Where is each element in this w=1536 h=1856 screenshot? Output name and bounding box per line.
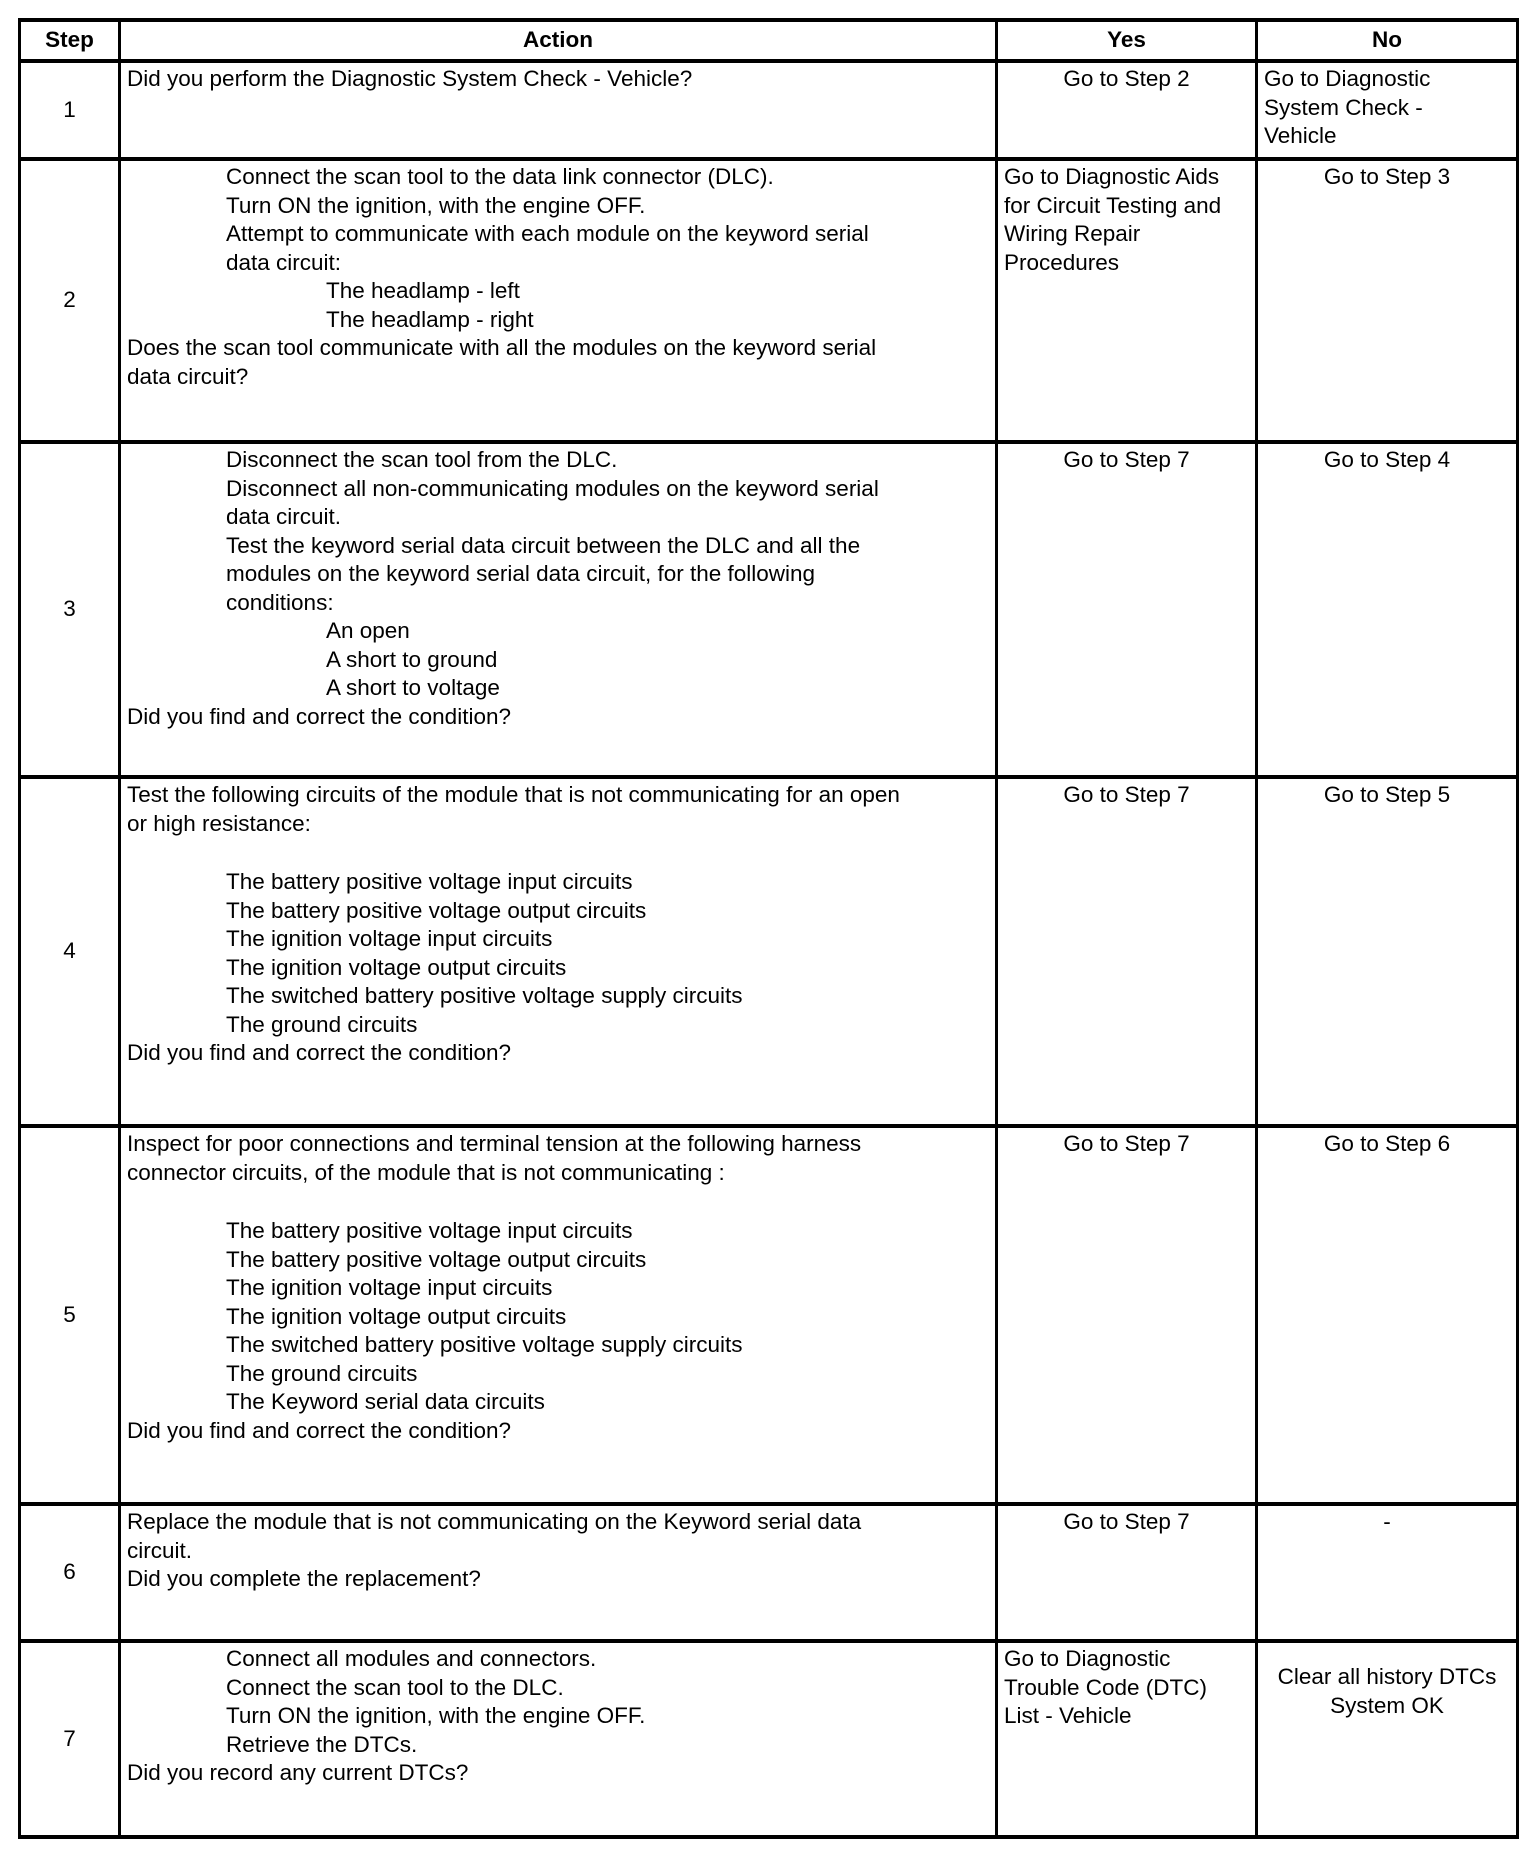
intro: Inspect for poor connections and terminal tension at the following harness (127, 1131, 862, 1156)
no-value: - (1383, 1509, 1391, 1534)
step-number: 6 (20, 1504, 120, 1641)
subitem: A short to ground (326, 646, 498, 672)
subitem: An open (326, 618, 410, 643)
yes-link[interactable]: Go to Step 2 (1063, 66, 1190, 91)
header-yes: Yes (997, 20, 1257, 61)
yes-line: for Circuit Testing and (1004, 192, 1222, 218)
no-link[interactable]: Go to Step 5 (1323, 782, 1451, 807)
header-step: Step (20, 20, 120, 61)
question: Did you complete the replacement? (127, 1566, 481, 1591)
instruction: The ignition voltage input circuits (226, 926, 553, 951)
instruction: The battery positive voltage input circuits (226, 1218, 633, 1243)
instruction: The battery positive voltage output circuits (226, 897, 647, 923)
step-number: 3 (20, 442, 120, 777)
instruction: The ignition voltage output circuits (226, 1303, 567, 1329)
no-link[interactable]: System OK (1330, 1692, 1444, 1718)
instruction: conditions: (226, 589, 334, 615)
intro: Test the following circuits of the module that is not communicating for an open (127, 782, 900, 807)
instruction: The ground circuits (226, 1360, 418, 1386)
yes-line: Procedures (1004, 249, 1120, 275)
instruction: Retrieve the DTCs. (226, 1731, 418, 1757)
intro: Replace the module that is not communicating on the Keyword serial data (127, 1509, 862, 1534)
step-number: 2 (20, 159, 120, 442)
no-action-note: Clear all history DTCs (1277, 1664, 1497, 1689)
intro: circuit. (127, 1537, 193, 1563)
instruction: The Keyword serial data circuits (226, 1389, 545, 1414)
question: Did you perform the Diagnostic System Check - Vehicle? (127, 66, 693, 91)
no-link[interactable]: Go to Step 3 (1323, 164, 1451, 189)
yes-link[interactable]: Go to Step 7 (1063, 447, 1190, 472)
question: Did you record any current DTCs? (127, 1760, 469, 1785)
question: Does the scan tool communicate with all the modules on the keyword serial (127, 335, 877, 360)
yes-link[interactable]: Go to Step 7 (1063, 1131, 1190, 1156)
instruction: data circuit: (226, 249, 342, 275)
question: data circuit? (127, 363, 249, 389)
yes-line: Wiring Repair (1004, 221, 1141, 246)
instruction: Disconnect all non-communicating modules on the keyword serial (226, 475, 879, 501)
header-no: No (1257, 20, 1518, 61)
yes-line: Trouble Code (DTC) (1004, 1674, 1207, 1700)
instruction: Attempt to communicate with each module on the keyword serial (226, 221, 869, 246)
question: Did you find and correct the condition? (127, 703, 511, 729)
instruction: The switched battery positive voltage supply circuits (226, 983, 743, 1008)
yes-link[interactable]: Go to Step 7 (1063, 782, 1190, 807)
table-row (20, 777, 1518, 1126)
instruction: Turn ON the ignition, with the engine OFF. (226, 1703, 646, 1728)
no-link[interactable]: Go to Step 6 (1323, 1131, 1451, 1156)
header-row (20, 20, 1518, 61)
yes-link[interactable] (998, 161, 1255, 279)
yes-line: List - Vehicle (1004, 1703, 1132, 1728)
instruction: modules on the keyword serial data circuit, for the following (226, 561, 816, 586)
table-row (20, 159, 1518, 442)
instruction: data circuit. (226, 504, 342, 529)
instruction: The battery positive voltage output circuits (226, 1246, 647, 1272)
instruction: The ground circuits (226, 1011, 418, 1037)
step-number: 4 (20, 777, 120, 1126)
no-line: Go to Diagnostic (1264, 66, 1431, 91)
yes-line: Go to Diagnostic Aids (1004, 164, 1220, 189)
instruction: The switched battery positive voltage supply circuits (226, 1332, 743, 1357)
intro: or high resistance: (127, 810, 311, 836)
yes-link[interactable] (998, 1643, 1255, 1733)
no-line: System Check - (1264, 94, 1423, 120)
step-number: 5 (20, 1126, 120, 1504)
table-row (20, 1641, 1518, 1837)
instruction: The ignition voltage output circuits (226, 954, 567, 980)
subitem: The headlamp - right (326, 306, 534, 332)
diagnostic-table (18, 18, 1519, 1839)
table-row (20, 442, 1518, 777)
no-link[interactable]: Go to Step 4 (1323, 447, 1451, 472)
yes-link[interactable]: Go to Step 7 (1063, 1509, 1190, 1534)
intro: connector circuits, of the module that is not communicating : (127, 1159, 725, 1185)
table-row (20, 61, 1518, 159)
instruction: Turn ON the ignition, with the engine OFF. (226, 192, 646, 218)
table-row (20, 1126, 1518, 1504)
instruction: The ignition voltage input circuits (226, 1275, 553, 1300)
instruction: Test the keyword serial data circuit between the DLC and all the (226, 532, 861, 558)
step-number: 1 (20, 61, 120, 159)
question: Did you find and correct the condition? (127, 1040, 511, 1065)
subitem: The headlamp - left (326, 278, 520, 303)
header-action: Action (120, 20, 997, 61)
subitem: A short to voltage (326, 675, 500, 700)
step-number: 7 (20, 1641, 120, 1837)
instruction: Connect all modules and connectors. (226, 1646, 597, 1671)
yes-line: Go to Diagnostic (1004, 1646, 1171, 1671)
instruction: Connect the scan tool to the DLC. (226, 1674, 564, 1700)
question: Did you find and correct the condition? (127, 1417, 511, 1443)
instruction: Disconnect the scan tool from the DLC. (226, 447, 618, 472)
no-line: Vehicle (1264, 123, 1337, 148)
table-row (20, 1504, 1518, 1641)
no-link[interactable] (1258, 63, 1516, 153)
instruction: Connect the scan tool to the data link connector (DLC). (226, 164, 774, 189)
instruction: The battery positive voltage input circuits (226, 869, 633, 894)
